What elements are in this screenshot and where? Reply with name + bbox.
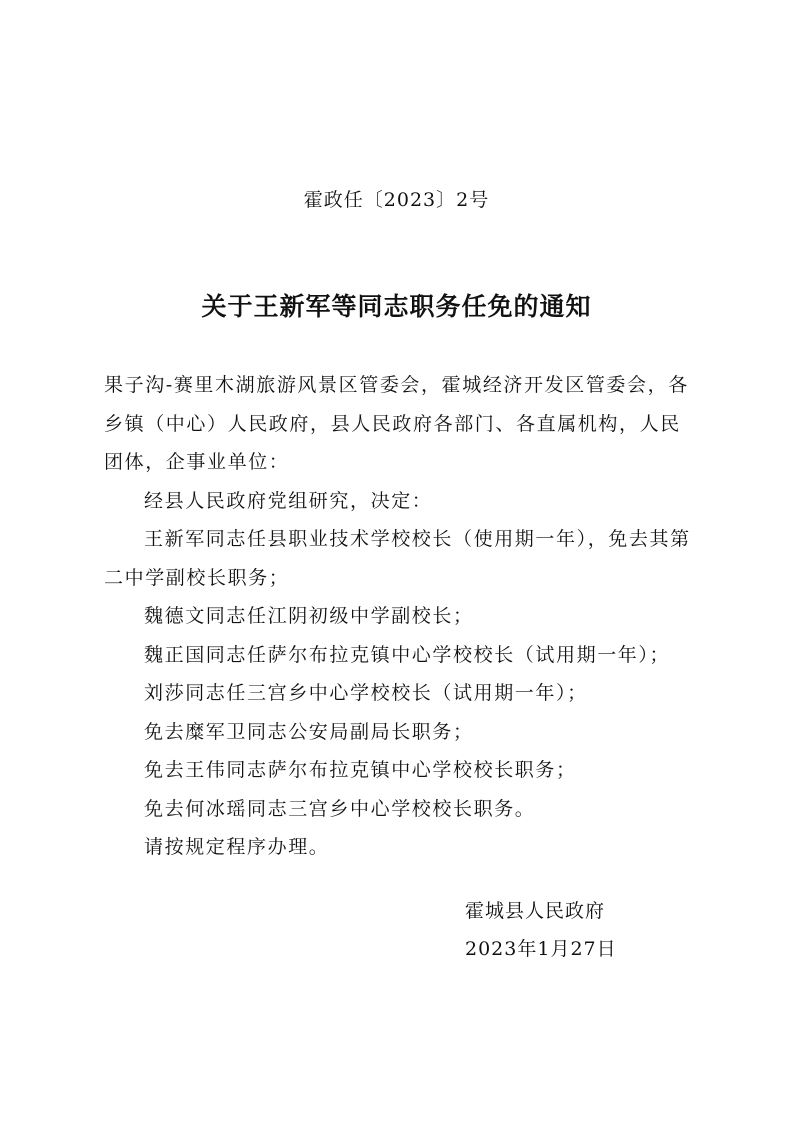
paragraph-removal: 免去何冰瑶同志三宫乡中心学校校长职务。 [144,797,536,820]
issue-date: 2023年1月27日 [465,938,617,960]
paragraph-removal: 免去糜军卫同志公安局副局长职务； [144,720,474,743]
paragraph-removal: 免去王伟同志萨尔布拉克镇中心学校校长职务； [144,759,577,781]
paragraph-appointment: 魏正国同志任萨尔布拉克镇中心学校校长（试用期一年）； [144,643,671,666]
issuer: 霍城县人民政府 [465,900,606,922]
paragraph-appointment: 魏德文同志任江阴初级中学副校长； [144,605,474,627]
addressees: 果子沟-赛里木湖旅游风景区管委会，霍城经济开发区管委会，各乡镇（中心）人民政府，县人民政府各部门、各直属机构，人民团体，企事业单位： [104,374,689,473]
document-title: 关于王新军等同志职务任免的通知 [201,292,592,321]
paragraph-decision: 经县人民政府党组研究，决定： [144,489,433,512]
paragraph-appointment: 刘莎同志任三宫乡中心学校校长（试用期一年）； [144,682,588,704]
paragraph-appointment: 王新军同志任县职业技术学校校长（使用期一年），免去其第二中学副校长职务； [104,528,691,589]
document-body [104,366,698,867]
signature-block [465,892,705,968]
paragraph-closing: 请按规定程序办理。 [144,836,330,858]
document-number: 霍政任〔2023〕2号 [303,189,490,211]
